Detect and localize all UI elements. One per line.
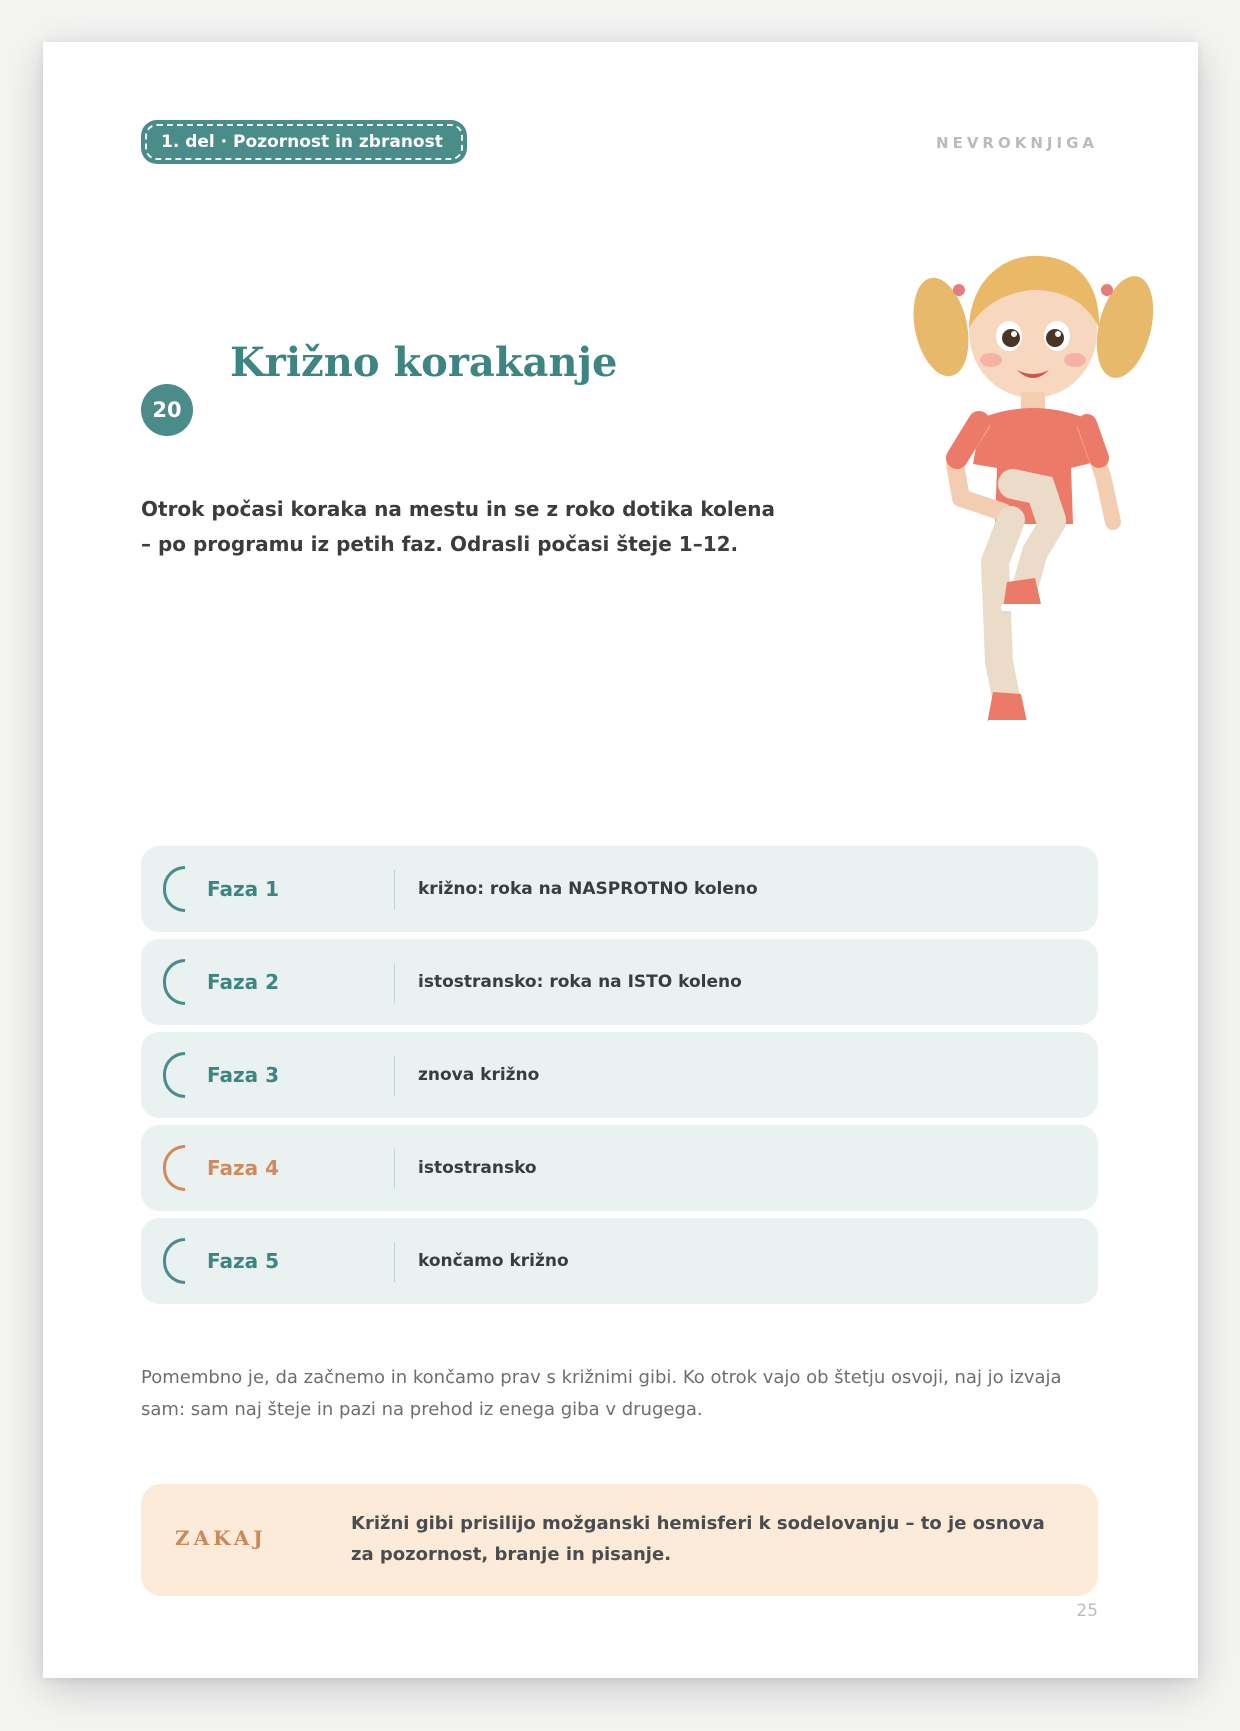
phase-divider [394,963,395,1003]
phase-description: križno: roka na NASPROTNO koleno [418,879,758,899]
phase-row-highlighted [141,1125,1098,1211]
section-badge [141,120,467,164]
phase-name: Faza 4 [207,1156,280,1180]
phase-row [141,1218,1098,1304]
phase-name: Faza 5 [207,1249,280,1273]
phase-list [141,846,1098,1311]
bracket-icon [163,1145,185,1191]
phase-name: Faza 2 [207,970,280,994]
phase-row [141,1032,1098,1118]
book-page [43,42,1198,1678]
why-text: Križni gibi prisilijo možganski hemisferi k sodelovanju – to je osnova za pozornost, branje in pisanje. [351,1513,1045,1565]
phase-name: Faza 1 [207,877,280,901]
bracket-icon [163,959,185,1005]
brand-name: NEVROKNJIGA [936,134,1098,152]
phase-divider [394,870,395,910]
exercise-number-badge: 20 [141,384,193,436]
exercise-intro: Otrok počasi koraka na mestu in se z roko dotika kolena – po programu iz petih faz. Odrasli počasi šteje 1–12. [141,497,776,556]
phase-divider [394,1149,395,1189]
phase-description: znova križno [418,1065,540,1085]
page-number: 25 [1076,1601,1098,1621]
phase-divider [394,1056,395,1096]
section-label: 1. del · Pozornost in zbranost [161,132,443,152]
exercise-title: Križno korakanje [230,339,618,386]
instruction-note: Pomembno je, da začnemo in končamo prav s križnimi gibi. Ko otrok vajo ob štetju osvoji, naj jo izvaja sam: sam naj šteje in pazi na prehod iz enega giba v drugega. [141,1367,1062,1420]
girl-illustration [903,232,1163,792]
phase-row [141,939,1098,1025]
phase-description: istostransko [418,1158,537,1178]
phase-description: končamo križno [418,1251,569,1271]
why-label: ZAKAJ [175,1526,267,1550]
phase-description: istostransko: roka na ISTO koleno [418,972,742,992]
bracket-icon [163,1052,185,1098]
why-callout [141,1484,1098,1596]
phase-name: Faza 3 [207,1063,280,1087]
phase-divider [394,1242,395,1282]
bracket-icon [163,866,185,912]
bracket-icon [163,1238,185,1284]
phase-row [141,846,1098,932]
